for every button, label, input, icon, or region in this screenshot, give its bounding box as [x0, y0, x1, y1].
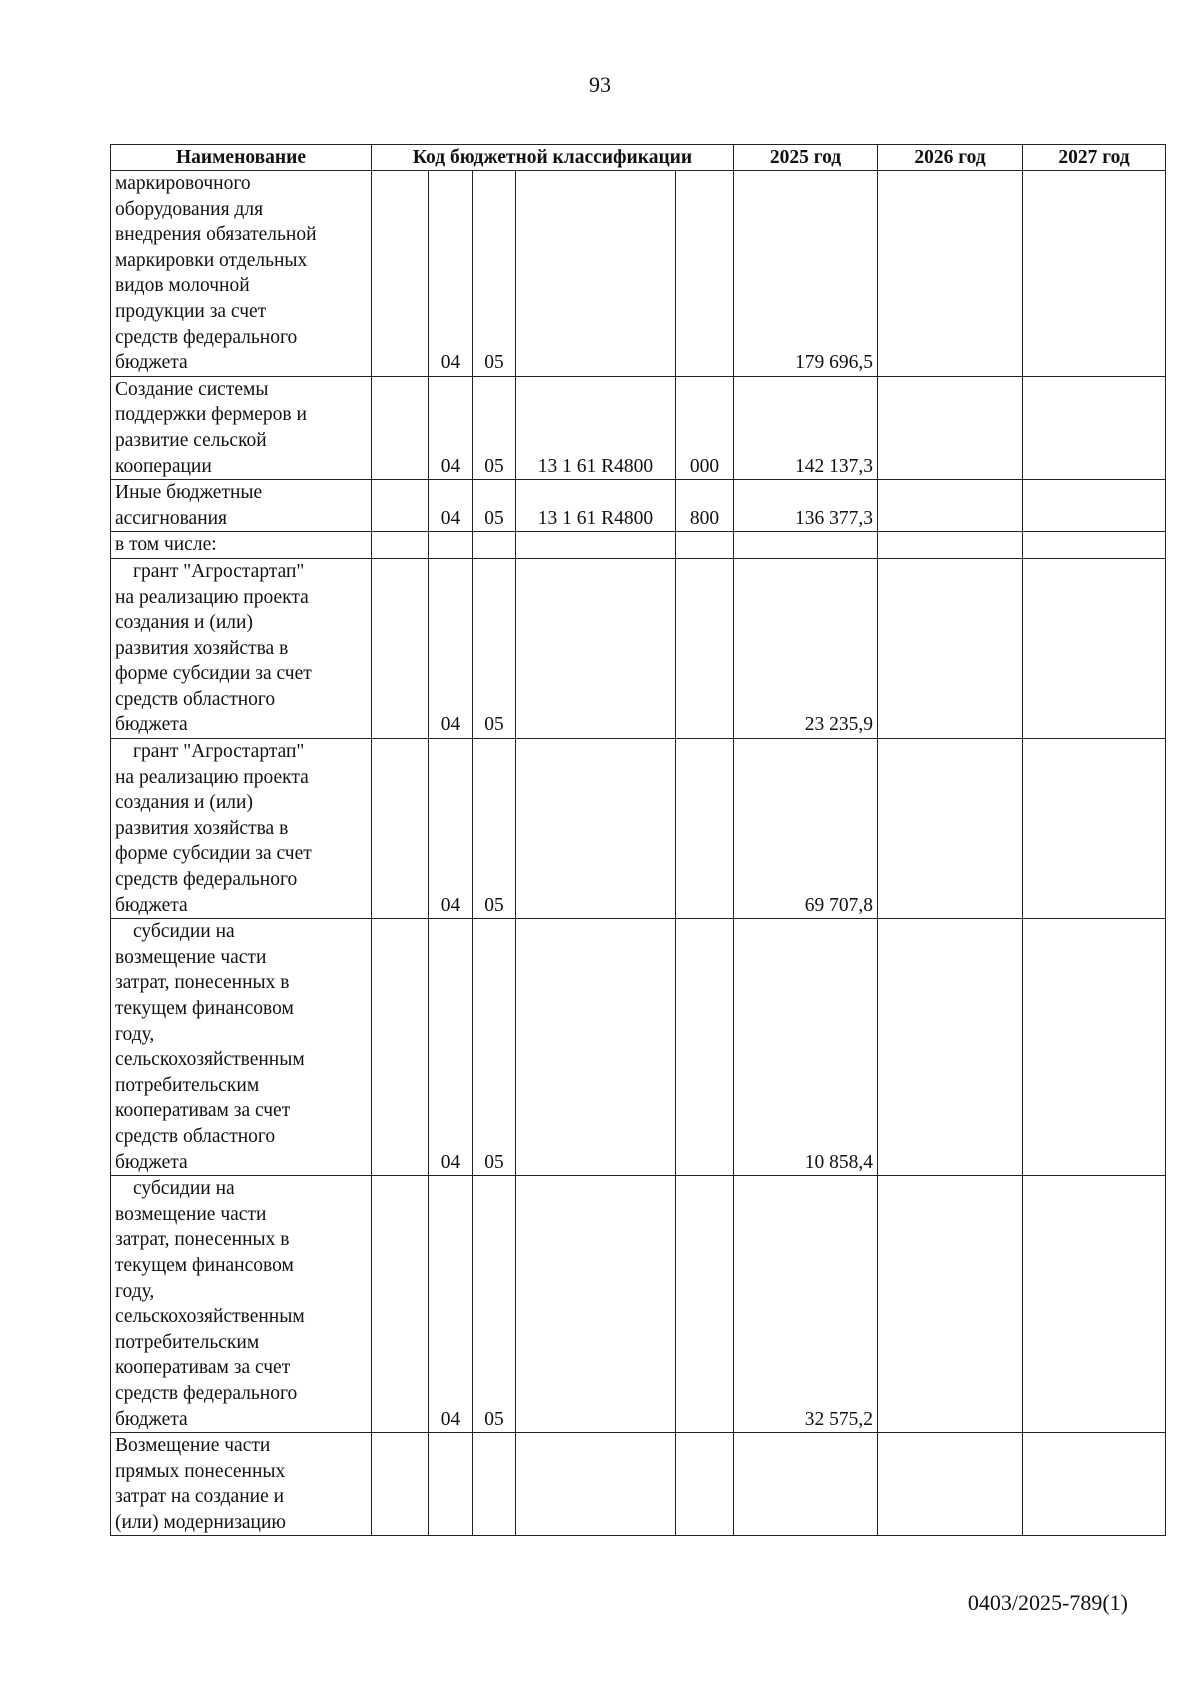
row-name	[111, 480, 372, 532]
table-row	[111, 919, 1166, 1176]
row-name-line: средств федерального	[115, 1382, 298, 1404]
row-name-line: в том числе:	[115, 534, 217, 556]
amount-2027	[1023, 171, 1166, 377]
amount-2026	[878, 739, 1023, 919]
code-part-1	[372, 480, 429, 532]
row-name-line: затрат на создание и	[115, 1486, 285, 1508]
header-code: Код бюджетной классификации	[372, 145, 734, 171]
code-expense-type	[676, 739, 734, 919]
code-subsection: 05	[473, 558, 516, 738]
row-name	[111, 171, 372, 377]
row-name-line: на реализацию проекта	[115, 586, 309, 608]
row-name-line: возмещение части	[115, 1203, 267, 1225]
row-name-line: создания и (или)	[115, 612, 253, 634]
amount-2027	[1023, 532, 1166, 559]
amount-2026	[878, 558, 1023, 738]
table-row	[111, 376, 1166, 479]
row-name-line: бюджета	[115, 352, 188, 374]
row-name-line: продукции за счет	[115, 300, 267, 322]
amount-2027	[1023, 558, 1166, 738]
table-row	[111, 1433, 1166, 1536]
code-section	[429, 532, 473, 559]
table-row	[111, 532, 1166, 559]
row-name	[111, 1176, 372, 1433]
table-row	[111, 1176, 1166, 1433]
amount-2025: 32 575,2	[734, 1176, 878, 1433]
code-subsection	[473, 1433, 516, 1536]
amount-2025	[734, 1433, 878, 1536]
code-section: 04	[429, 480, 473, 532]
code-subsection: 05	[473, 1176, 516, 1433]
row-name-line: внедрения обязательной	[115, 224, 317, 246]
amount-2026	[878, 532, 1023, 559]
code-part-1	[372, 1176, 429, 1433]
row-name-line: средств областного	[115, 688, 276, 710]
code-target-article	[516, 1433, 676, 1536]
code-subsection: 05	[473, 739, 516, 919]
row-name-line: кооперативам за счет	[115, 1357, 291, 1379]
code-target-article: 13 1 61 R4800	[516, 376, 676, 479]
code-section: 04	[429, 558, 473, 738]
code-part-1	[372, 376, 429, 479]
row-name	[111, 532, 372, 559]
amount-2027	[1023, 1433, 1166, 1536]
row-name-line: форме субсидии за счет	[115, 843, 312, 865]
row-name-line: форме субсидии за счет	[115, 663, 312, 685]
row-name	[111, 376, 372, 479]
row-name-line: развития хозяйства в	[115, 817, 289, 839]
code-expense-type	[676, 171, 734, 377]
code-expense-type	[676, 919, 734, 1176]
row-name-line: создания и (или)	[115, 792, 253, 814]
code-subsection: 05	[473, 919, 516, 1176]
code-subsection: 05	[473, 480, 516, 532]
code-subsection: 05	[473, 171, 516, 377]
amount-2027	[1023, 480, 1166, 532]
amount-2027	[1023, 376, 1166, 479]
code-target-article	[516, 739, 676, 919]
row-name-line: бюджета	[115, 1408, 188, 1430]
budget-table	[110, 144, 1166, 1536]
table-body	[111, 171, 1166, 1536]
table-row	[111, 558, 1166, 738]
row-name	[111, 739, 372, 919]
amount-2027	[1023, 739, 1166, 919]
code-target-article	[516, 558, 676, 738]
code-section: 04	[429, 1176, 473, 1433]
row-name-line: средств федерального	[115, 326, 298, 348]
code-target-article	[516, 171, 676, 377]
row-name	[111, 558, 372, 738]
code-expense-type: 800	[676, 480, 734, 532]
amount-2026	[878, 919, 1023, 1176]
table-header-row	[111, 145, 1166, 171]
row-name-line: на реализацию проекта	[115, 766, 309, 788]
row-name-line: году,	[115, 1023, 155, 1045]
code-expense-type	[676, 1433, 734, 1536]
row-name-line: текущем финансовом	[115, 998, 294, 1019]
code-section: 04	[429, 739, 473, 919]
code-target-article: 13 1 61 R4800	[516, 480, 676, 532]
row-name-line: средств федерального	[115, 869, 298, 891]
row-name-line: потребительским	[115, 1331, 260, 1353]
row-name-line: потребительским	[115, 1074, 260, 1096]
row-name-line: субсидии на	[133, 1178, 235, 1200]
row-name-line: бюджета	[115, 894, 188, 916]
amount-2026	[878, 171, 1023, 377]
code-part-1	[372, 739, 429, 919]
row-name-line: кооперативам за счет	[115, 1100, 291, 1122]
code-subsection: 05	[473, 376, 516, 479]
row-name-line: сельскохозяйственным	[115, 1049, 305, 1071]
table-row	[111, 739, 1166, 919]
table-row	[111, 171, 1166, 377]
row-name-line: поддержки фермеров и	[115, 404, 307, 426]
amount-2027	[1023, 1176, 1166, 1433]
code-part-1	[372, 919, 429, 1176]
row-name-line: сельскохозяйственным	[115, 1306, 305, 1328]
code-target-article	[516, 532, 676, 559]
amount-2026	[878, 1176, 1023, 1433]
document-code: 0403/2025-789(1)	[967, 1590, 1128, 1615]
code-part-1	[372, 532, 429, 559]
amount-2025: 23 235,9	[734, 558, 878, 738]
header-2026: 2026 год	[878, 145, 1023, 171]
row-name-line: текущем финансовом	[115, 1254, 294, 1276]
amount-2025	[734, 532, 878, 559]
code-section: 04	[429, 171, 473, 377]
row-name-line: оборудования для	[115, 198, 264, 220]
row-name	[111, 919, 372, 1176]
row-name-line: средств областного	[115, 1125, 276, 1147]
row-name-line: Иные бюджетные	[115, 482, 263, 504]
code-expense-type: 000	[676, 376, 734, 479]
row-name-line: видов молочной	[115, 275, 250, 297]
amount-2025: 179 696,5	[734, 171, 878, 377]
code-expense-type	[676, 532, 734, 559]
amount-2026	[878, 480, 1023, 532]
header-2027: 2027 год	[1023, 145, 1166, 171]
amount-2025: 136 377,3	[734, 480, 878, 532]
row-name-line: грант "Агростартап"	[133, 741, 305, 763]
code-section	[429, 1433, 473, 1536]
row-name-line: субсидии на	[133, 921, 235, 943]
row-name-line: возмещение части	[115, 946, 267, 968]
amount-2026	[878, 376, 1023, 479]
row-name-line: ассигнования	[115, 507, 228, 529]
amount-2026	[878, 1433, 1023, 1536]
row-name-line: бюджета	[115, 714, 188, 736]
row-name-line: развитие сельской	[115, 429, 267, 451]
row-name-line: году,	[115, 1280, 155, 1302]
code-part-1	[372, 171, 429, 377]
row-name-line: прямых понесенных	[115, 1460, 286, 1482]
row-name	[111, 1433, 372, 1536]
page-number: 93	[589, 72, 611, 97]
row-name-line: затрат, понесенных в	[115, 1229, 290, 1251]
amount-2025: 142 137,3	[734, 376, 878, 479]
row-name-line: Создание системы	[115, 378, 269, 400]
table-row	[111, 480, 1166, 532]
row-name-line: грант "Агростартап"	[133, 560, 305, 582]
code-part-1	[372, 1433, 429, 1536]
row-name-line: маркировочного	[115, 173, 251, 194]
code-subsection	[473, 532, 516, 559]
code-target-article	[516, 1176, 676, 1433]
row-name-line: (или) модернизацию	[115, 1511, 286, 1533]
header-name: Наименование	[111, 145, 372, 171]
row-name-line: бюджета	[115, 1151, 188, 1173]
code-section: 04	[429, 919, 473, 1176]
row-name-line: развития хозяйства в	[115, 637, 289, 659]
row-name-line: Возмещение части	[115, 1435, 271, 1457]
header-2025: 2025 год	[734, 145, 878, 171]
code-part-1	[372, 558, 429, 738]
row-name-line: затрат, понесенных в	[115, 972, 290, 994]
code-expense-type	[676, 558, 734, 738]
row-name-line: маркировки отдельных	[115, 249, 308, 271]
amount-2025: 10 858,4	[734, 919, 878, 1176]
code-target-article	[516, 919, 676, 1176]
amount-2025: 69 707,8	[734, 739, 878, 919]
code-expense-type	[676, 1176, 734, 1433]
amount-2027	[1023, 919, 1166, 1176]
code-section: 04	[429, 376, 473, 479]
row-name-line: кооперации	[115, 455, 212, 477]
